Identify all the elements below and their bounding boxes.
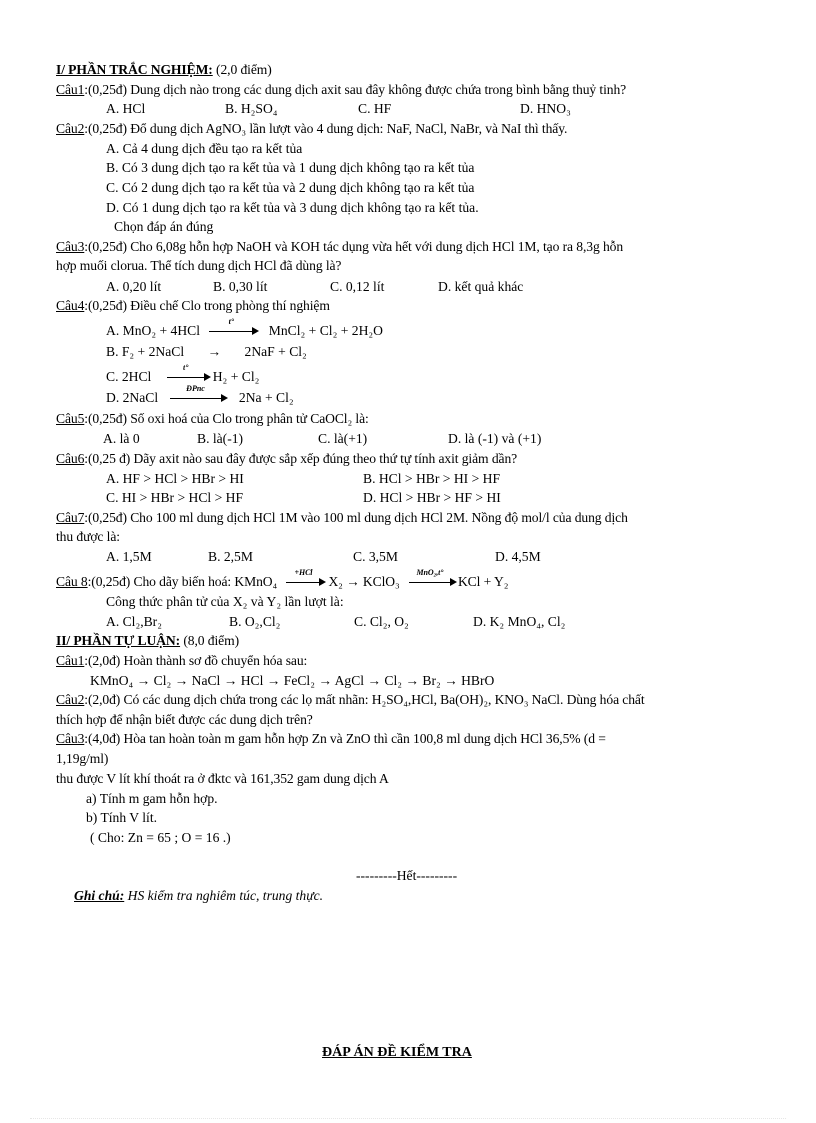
essay-3-cont2: thu được V lít khí thoát ra ở đktc và 161,352 gam dung dịch A <box>56 771 389 786</box>
q7-option-d: D. 4,5M <box>495 549 541 564</box>
arrow-icon: → <box>207 344 222 359</box>
q2-option-b: B. Có 3 dung dịch tạo ra kết tủa và 1 dung dịch không tạo ra kết tủa <box>106 160 475 175</box>
q1-option-a: A. HCl <box>106 101 146 116</box>
arrow-icon: +HCl <box>286 578 326 588</box>
essay-2: Câu2:(2,0đ) Có các dung dịch chứa trong các lọ mất nhãn: H₂SO₄,HCl, Ba(OH)₂, KNO₃ NaCl. Dùng hóa chất <box>56 692 645 707</box>
essay-3: Câu3:(4,0đ) Hòa tan hoàn toàn m gam hỗn hợp Zn và ZnO thì cần 100,8 ml dung dịch HCl 36,5% (d = <box>56 731 606 746</box>
q7-option-c: C. 3,5M <box>353 549 398 564</box>
answer-key-title: ĐÁP ÁN ĐỀ KIỂM TRA <box>322 1045 472 1060</box>
question-1: Câu1:(0,25đ) Dung dịch nào trong các dung dịch axit sau đây không được chứa trong bình bằng thuỷ tinh? <box>56 82 627 97</box>
essay-3-cont: 1,19g/ml) <box>56 751 109 766</box>
q6-option-c: C. HI > HBr > HCl > HF <box>106 490 244 505</box>
q5-option-d: D. là (-1) và (+1) <box>448 431 542 446</box>
essay-3-part-a: a) Tính m gam hỗn hợp. <box>86 791 218 806</box>
q3-option-a: A. 0,20 lít <box>106 279 162 294</box>
arrow-icon: MnO₂,t° <box>409 578 457 588</box>
q8-option-b: B. O₂,Cl₂ <box>229 614 281 629</box>
essay-2-cont: thích hợp để nhận biết được các dung dịch trên? <box>56 712 313 727</box>
q4-option-b: B. F₂ + 2NaCl → 2NaF + Cl₂ <box>106 344 307 359</box>
q6-option-d: D. HCl > HBr > HF > HI <box>363 490 501 505</box>
question-7: Câu7:(0,25đ) Cho 100 ml dung dịch HCl 1M vào 100 ml dung dịch HCl 2M. Nồng độ mol/l của dung dịch <box>56 510 628 525</box>
q4-option-a: A. MnO₂ + 4HCl t° MnCl₂ + Cl₂ + 2H₂O <box>106 316 383 338</box>
question-7-cont: thu được là: <box>56 529 120 544</box>
q4-option-d: D. 2NaCl ĐPnc 2Na + Cl₂ <box>106 383 294 405</box>
question-2: Câu2:(0,25đ) Đổ dung dịch AgNO₃ lần lượt vào 4 dung dịch: NaF, NaCl, NaBr, và NaI thì thấy. <box>56 121 568 136</box>
q7-option-a: A. 1,5M <box>106 549 152 564</box>
question-3-cont: hợp muối clorua. Thể tích dung dịch HCl đã dùng là? <box>56 258 342 273</box>
question-4: Câu4:(0,25đ) Điều chế Clo trong phòng thí nghiệm <box>56 298 330 313</box>
part1-heading: I/ PHẦN TRẮC NGHIỆM: (2,0 điểm) <box>56 62 272 77</box>
q6-option-b: B. HCl > HBr > HI > HF <box>363 471 501 486</box>
q3-option-d: D. kết quả khác <box>438 279 524 294</box>
note: Ghi chú: HS kiểm tra nghiêm túc, trung thực. <box>74 888 324 903</box>
q2-option-c: C. Có 2 dung dịch tạo ra kết tủa và 2 dung dịch không tạo ra kết tủa <box>106 180 475 195</box>
question-6: Câu6:(0,25 đ) Dãy axit nào sau đây được sắp xếp đúng theo thứ tự tính axit giảm dần? <box>56 451 518 466</box>
q5-option-c: C. là(+1) <box>318 431 368 446</box>
arrow-icon: ĐPnc <box>170 394 228 404</box>
q8-option-d: D. K₂ MnO₄, Cl₂ <box>473 614 566 629</box>
essay-1-chain: KMnO₄ → Cl₂ → NaCl → HCl → FeCl₂ → AgCl → Cl₂ → Br₂ → HBrO <box>90 673 495 688</box>
q8-option-c: C. Cl₂, O₂ <box>354 614 409 629</box>
q5-option-b: B. là(-1) <box>197 431 244 446</box>
arrow-icon: t° <box>209 327 259 337</box>
q4-option-c: C. 2HCl t° H₂ + Cl₂ <box>106 362 260 384</box>
arrow-icon: t° <box>167 373 211 383</box>
q2-option-d: D. Có 1 dung dịch tạo ra kết tủa và 3 dung dịch không tạo ra kết tủa. <box>106 200 479 215</box>
essay-3-note: ( Cho: Zn = 65 ; O = 16 .) <box>90 830 231 845</box>
q3-option-c: C. 0,12 lít <box>330 279 385 294</box>
q1-option-d: D. HNO₃ <box>520 101 571 116</box>
q1-option-c: C. HF <box>358 101 392 116</box>
question-5: Câu5:(0,25đ) Số oxi hoá của Clo trong phân tử CaOCl₂ là: <box>56 411 369 426</box>
q7-option-b: B. 2,5M <box>208 549 253 564</box>
q8-prompt: Công thức phân tử của X₂ và Y₂ lần lượt là: <box>106 594 344 609</box>
q6-option-a: A. HF > HCl > HBr > HI <box>106 471 244 486</box>
q2-option-a: A. Cả 4 dung dịch đều tạo ra kết tủa <box>106 141 303 156</box>
q3-option-b: B. 0,30 lít <box>213 279 268 294</box>
question-3: Câu3:(0,25đ) Cho 6,08g hỗn hợp NaOH và KOH tác dụng vừa hết với dung dịch HCl 1M, tạo ra 8,3g hỗn <box>56 239 624 254</box>
question-8: Câu 8:(0,25đ) Cho dãy biến hoá: KMnO₄ +HCl X₂ → KClO₃ MnO₂,t° KCl + Y₂ <box>56 567 509 589</box>
end-marker: ---------Hết--------- <box>356 868 458 883</box>
essay-3-part-b: b) Tính V lít. <box>86 810 158 825</box>
part2-heading: II/ PHẦN TỰ LUẬN: (8,0 điểm) <box>56 633 240 648</box>
q1-option-b: B. H₂SO₄ <box>225 101 278 116</box>
page-bottom-rule <box>30 1118 786 1119</box>
q5-option-a: A. là 0 <box>103 431 140 446</box>
q2-prompt: Chọn đáp án đúng <box>114 219 214 234</box>
q8-option-a: A. Cl₂,Br₂ <box>106 614 162 629</box>
essay-1: Câu1:(2,0đ) Hoàn thành sơ đồ chuyển hóa sau: <box>56 653 308 668</box>
